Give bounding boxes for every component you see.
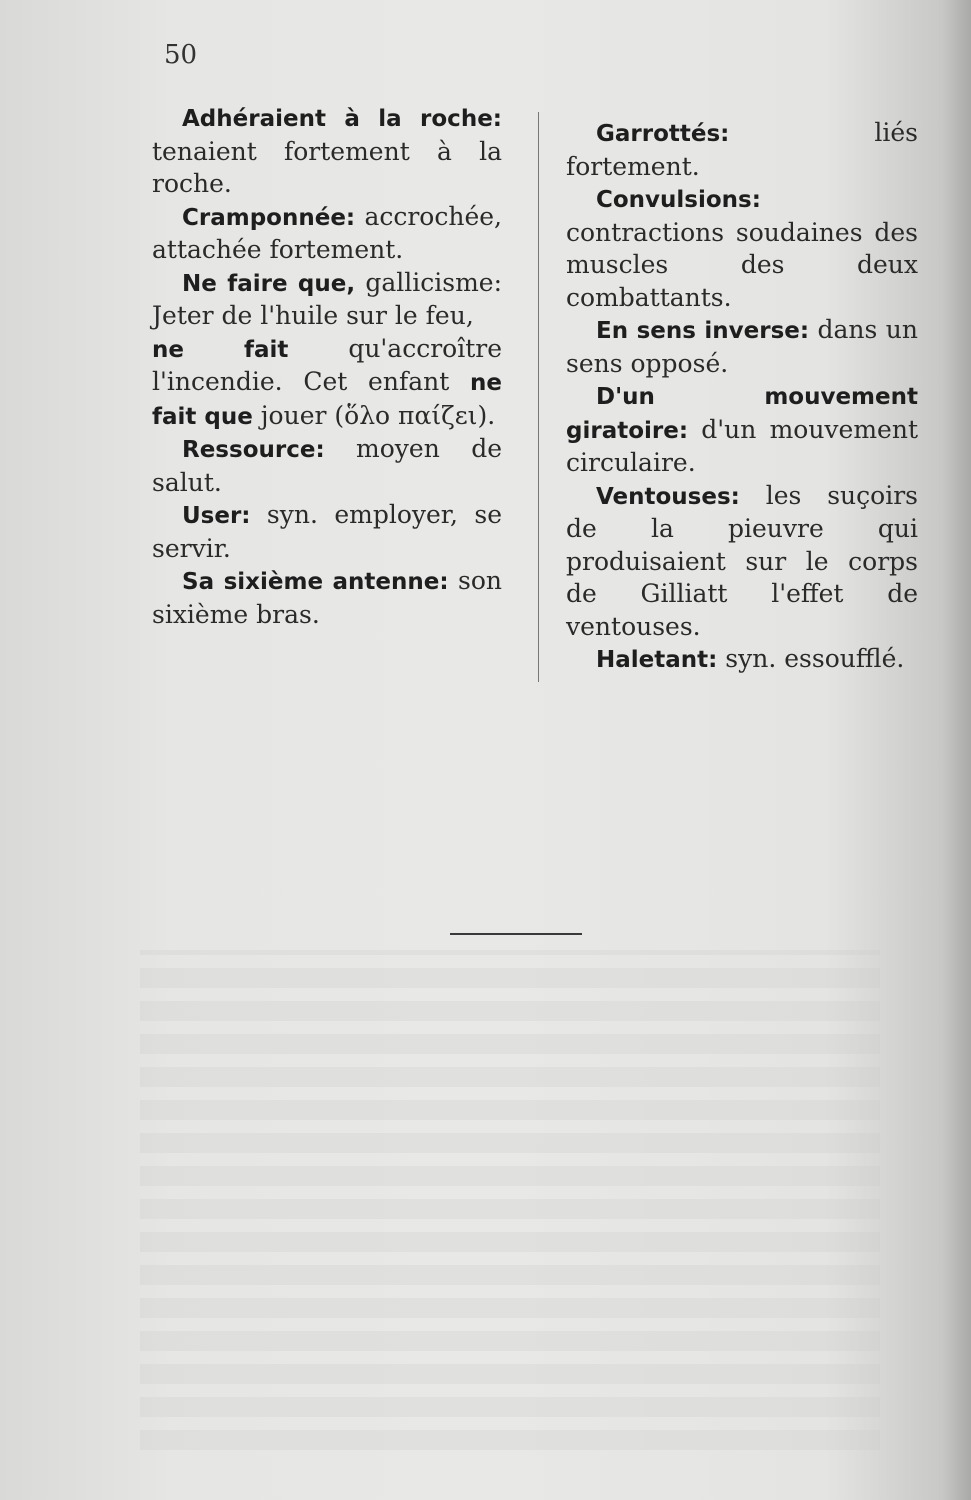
glossary-term: Haletant:: [596, 647, 718, 673]
glossary-term: Ne faire que,: [182, 270, 356, 297]
column-separator: [538, 112, 539, 682]
glossary-definition: son sixième bras.: [152, 566, 502, 629]
glossary-term: D'un mouvement giratoire:: [566, 384, 918, 444]
bleed-through-texture: [140, 950, 880, 1450]
glossary-definition: contractions soudaines des muscles des deux combattants.: [566, 217, 918, 312]
glossary-term: Sa sixième antenne:: [182, 569, 449, 595]
glossary-definition: les suçoirs de la pieuvre qui produisaient sur le corps de Gilliatt l'effet de ventouses.: [566, 480, 918, 641]
glossary-entry: [566, 314, 918, 380]
glossary-entry: [152, 267, 502, 333]
glossary-entry: [152, 201, 502, 267]
glossary-term: En sens inverse:: [596, 318, 810, 344]
page-number: 50: [164, 40, 198, 70]
glossary-definition: moyen de salut.: [152, 434, 502, 497]
horizontal-rule: [450, 933, 582, 935]
glossary-entry: [566, 380, 918, 480]
glossary-term: Ressource:: [182, 437, 325, 463]
glossary-term: Cramponnée:: [182, 204, 356, 231]
example-text: qu'accroître l'incendie. Cet enfant: [152, 333, 503, 396]
glossary-definition: tenaient fortement à la roche.: [152, 136, 502, 198]
glossary-entry: [152, 102, 502, 201]
glossary-entry: [566, 183, 918, 314]
glossary-entry: [566, 480, 918, 644]
glossary-definition: d'un mouvement circulaire.: [566, 414, 918, 477]
glossary-entry: [152, 499, 502, 565]
glossary-term: Adhéraient à la roche:: [182, 106, 502, 132]
bold-phrase: ne fait que: [152, 370, 502, 430]
glossary-definition: accrochée, attachée fortement.: [152, 201, 502, 264]
example-text: jouer (ὅλο παίζει).: [252, 400, 496, 430]
glossary-term: User:: [182, 503, 251, 529]
left-column: [152, 102, 502, 631]
glossary-entry: [566, 643, 918, 677]
bold-phrase: ne fait: [152, 336, 289, 363]
glossary-entry: [566, 117, 918, 183]
glossary-term: Convulsions:: [596, 187, 761, 213]
glossary-definition: liés fortement.: [566, 118, 918, 181]
glossary-term: Ventouses:: [596, 483, 740, 510]
glossary-entry-continued: [152, 333, 502, 434]
glossary-definition: syn. essoufflé.: [717, 644, 905, 673]
glossary-term: Garrottés:: [596, 121, 730, 147]
glossary-definition: syn. employer, se servir.: [152, 500, 502, 563]
right-column: [566, 117, 918, 677]
glossary-entry: [152, 433, 502, 499]
glossary-definition: dans un sens opposé.: [566, 315, 918, 378]
glossary-definition: gallicisme: Jeter de l'huile sur le feu,: [152, 267, 503, 330]
glossary-entry: [152, 565, 502, 631]
